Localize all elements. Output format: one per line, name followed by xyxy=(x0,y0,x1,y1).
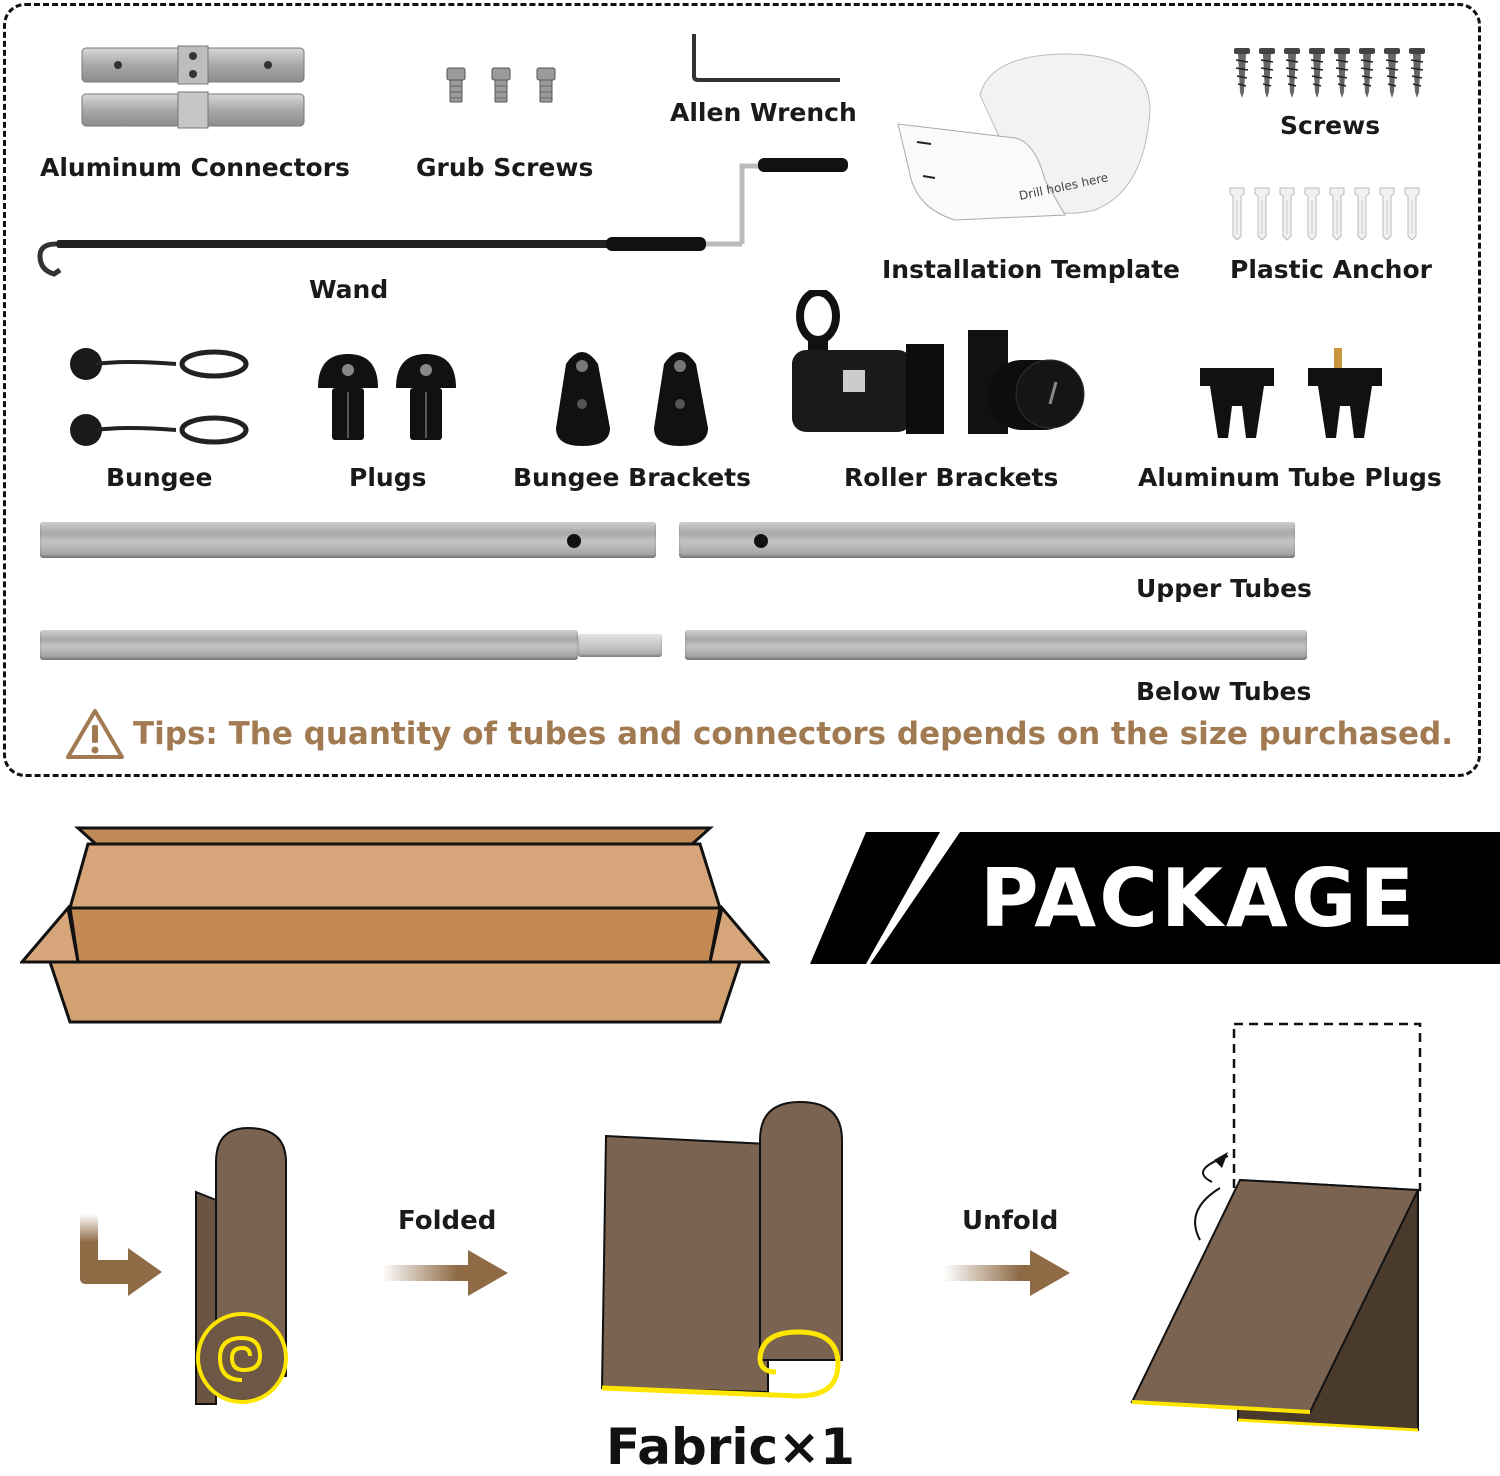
right-arrow-icon xyxy=(944,1250,1072,1296)
package-title: PACKAGE xyxy=(980,852,1418,945)
cardboard-box-image xyxy=(20,826,770,1026)
upper-tube-left xyxy=(40,522,656,558)
warning-icon xyxy=(64,707,126,761)
plugs-image xyxy=(316,352,461,444)
roller-brackets-label: Roller Brackets xyxy=(844,463,1059,492)
below-tube-left-end xyxy=(578,634,662,657)
rolled-fabric-image xyxy=(194,1126,290,1408)
roller-brackets-image xyxy=(788,290,1103,438)
grub-screws-image xyxy=(440,66,565,106)
plugs-label: Plugs xyxy=(349,463,427,492)
upper-tubes-label: Upper Tubes xyxy=(1136,574,1312,603)
aluminum-tube-plugs-image xyxy=(1196,346,1386,442)
folded-label: Folded xyxy=(398,1206,497,1236)
upper-tube-right xyxy=(679,522,1295,558)
plastic-anchor-image xyxy=(1226,186,1431,242)
grub-screws-label: Grub Screws xyxy=(416,153,594,182)
unfolded-fabric-image xyxy=(1128,1020,1428,1440)
plastic-anchor-label: Plastic Anchor xyxy=(1230,255,1432,284)
below-tube-right xyxy=(685,630,1307,660)
allen-wrench-image xyxy=(686,30,846,86)
bungee-brackets-label: Bungee Brackets xyxy=(513,463,751,492)
installation-template-label: Installation Template xyxy=(882,255,1180,284)
fabric-quantity-label: Fabric×1 xyxy=(606,1418,855,1476)
tube-hole xyxy=(754,534,768,548)
wand-image xyxy=(36,152,856,282)
wand-label: Wand xyxy=(309,275,389,304)
aluminum-connectors-image xyxy=(78,44,308,134)
bungee-image xyxy=(66,340,251,455)
screws-label: Screws xyxy=(1280,111,1381,140)
unrolling-fabric-image xyxy=(598,1100,844,1406)
aluminum-tube-plugs-label: Aluminum Tube Plugs xyxy=(1138,463,1442,492)
bungee-label: Bungee xyxy=(106,463,213,492)
template-print-text: Drill holes here xyxy=(1017,170,1110,203)
installation-template-image xyxy=(895,50,1160,230)
curved-arrow-icon xyxy=(76,1214,166,1296)
tube-hole xyxy=(567,534,581,548)
below-tubes-label: Below Tubes xyxy=(1136,677,1312,706)
allen-wrench-label: Allen Wrench xyxy=(670,98,857,127)
screws-image xyxy=(1232,46,1432,102)
tips-text: Tips: The quantity of tubes and connectors depends on the size purchased. xyxy=(133,716,1453,752)
bungee-brackets-image xyxy=(552,346,717,450)
aluminum-connectors-label: Aluminum Connectors xyxy=(40,153,350,182)
right-arrow-icon xyxy=(382,1250,510,1296)
unfold-label: Unfold xyxy=(962,1206,1059,1236)
below-tube-left xyxy=(40,630,578,660)
